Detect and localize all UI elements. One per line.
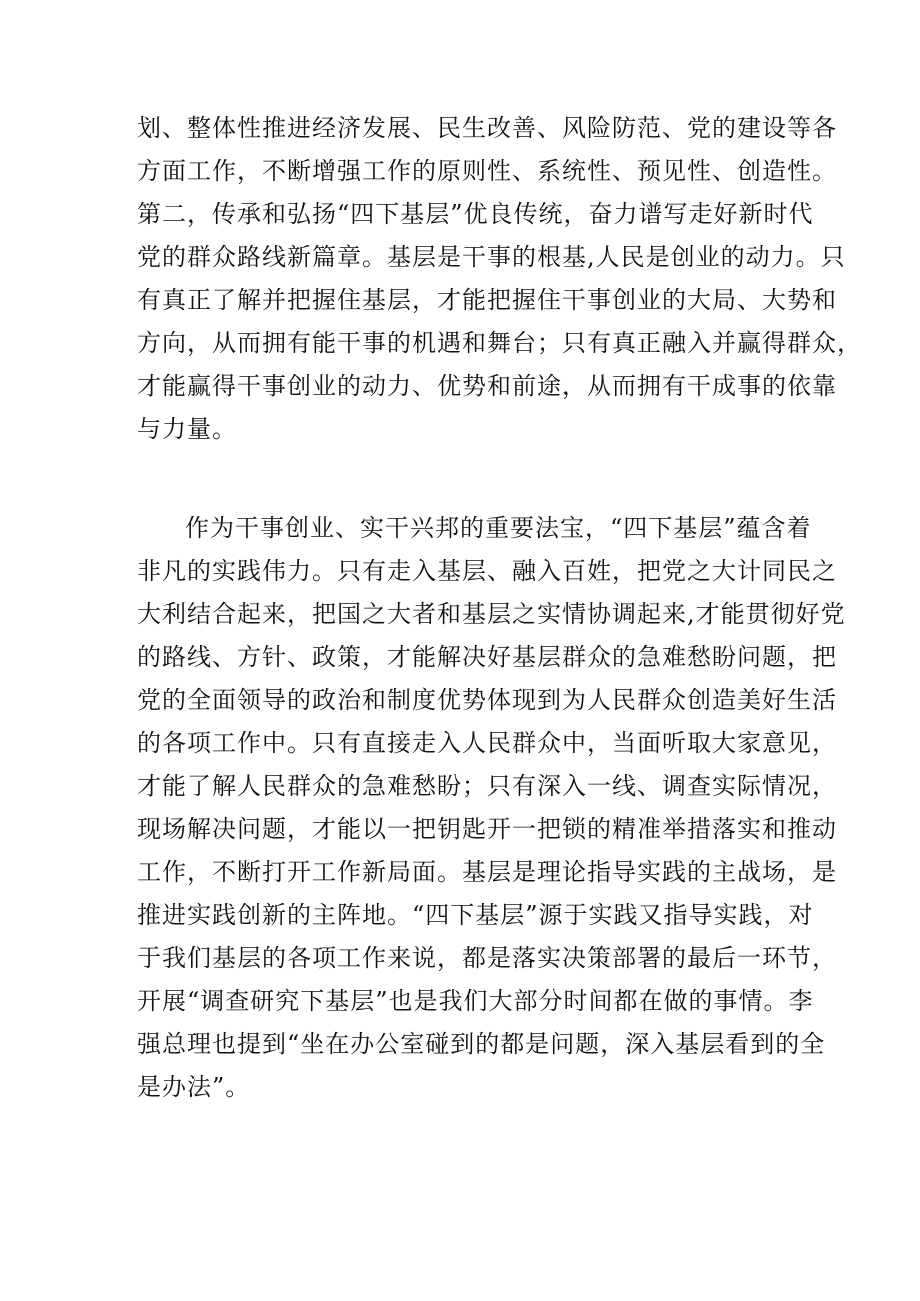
- paragraph-line: 划、整体性推进经济发展、民生改善、风险防范、党的建设等各: [137, 114, 837, 142]
- paragraph-line: 于我们基层的各项工作来说，都是落实决策部署的最后一环节，: [137, 944, 837, 972]
- paragraph-line: 的各项工作中。只有直接走入人民群众中，当面听取大家意见，: [137, 729, 837, 757]
- paragraph-line: 现场解决问题，才能以一把钥匙开一把锁的精准举措落实和推动: [137, 815, 837, 843]
- paragraph-line: 大利结合起来，把国之大者和基层之实情协调起来,才能贯彻好党: [137, 600, 846, 628]
- paragraph-line: 推进实践创新的主阵地。“四下基层”源于实践又指导实践，对: [137, 901, 814, 929]
- paragraph-1: [137, 107, 862, 451]
- paragraph-line: 才能赢得干事创业的动力、优势和前途，从而拥有干成事的依靠: [137, 372, 837, 400]
- paragraph-line: 强总理也提到“坐在办公室碰到的都是问题，深入基层看到的全: [137, 1030, 826, 1058]
- paragraph-line: 第二，传承和弘扬“四下基层”优良传统，奋力谱写走好新时代: [137, 200, 814, 228]
- paragraph-line: 党的全面领导的政治和制度优势体现到为人民群众创造美好生活: [137, 686, 837, 714]
- paragraph-line: 非凡的实践伟力。只有走入基层、融入百姓，把党之大计同民之: [137, 557, 837, 585]
- paragraph-line: 才能了解人民群众的急难愁盼；只有深入一线、调查实际情况，: [137, 772, 837, 800]
- paragraph-line: 工作，不断打开工作新局面。基层是理论指导实践的主战场，是: [137, 858, 837, 886]
- paragraph-2: [137, 507, 846, 1109]
- paragraph-line: 的路线、方针、政策，才能解决好基层群众的急难愁盼问题，把: [137, 643, 837, 671]
- paragraph-line: 作为干事创业、实干兴邦的重要法宝，“四下基层”蕴含着: [185, 514, 812, 542]
- paragraph-line: 与力量。: [137, 415, 237, 443]
- paragraph-line: 开展“调查研究下基层”也是我们大部分时间都在做的事情。李: [137, 987, 814, 1015]
- paragraph-line: 有真正了解并把握住基层，才能把握住干事创业的大局、大势和: [137, 286, 837, 314]
- paragraph-line: 党的群众路线新篇章。基层是干事的根基,人民是创业的动力。只: [137, 243, 846, 271]
- paragraph-line: 方面工作，不断增强工作的原则性、系统性、预见性、创造性。: [137, 157, 837, 185]
- paragraph-line: 方向，从而拥有能干事的机遇和舞台；只有真正融入并赢得群众，: [137, 329, 862, 357]
- paragraph-line: 是办法”。: [137, 1073, 251, 1101]
